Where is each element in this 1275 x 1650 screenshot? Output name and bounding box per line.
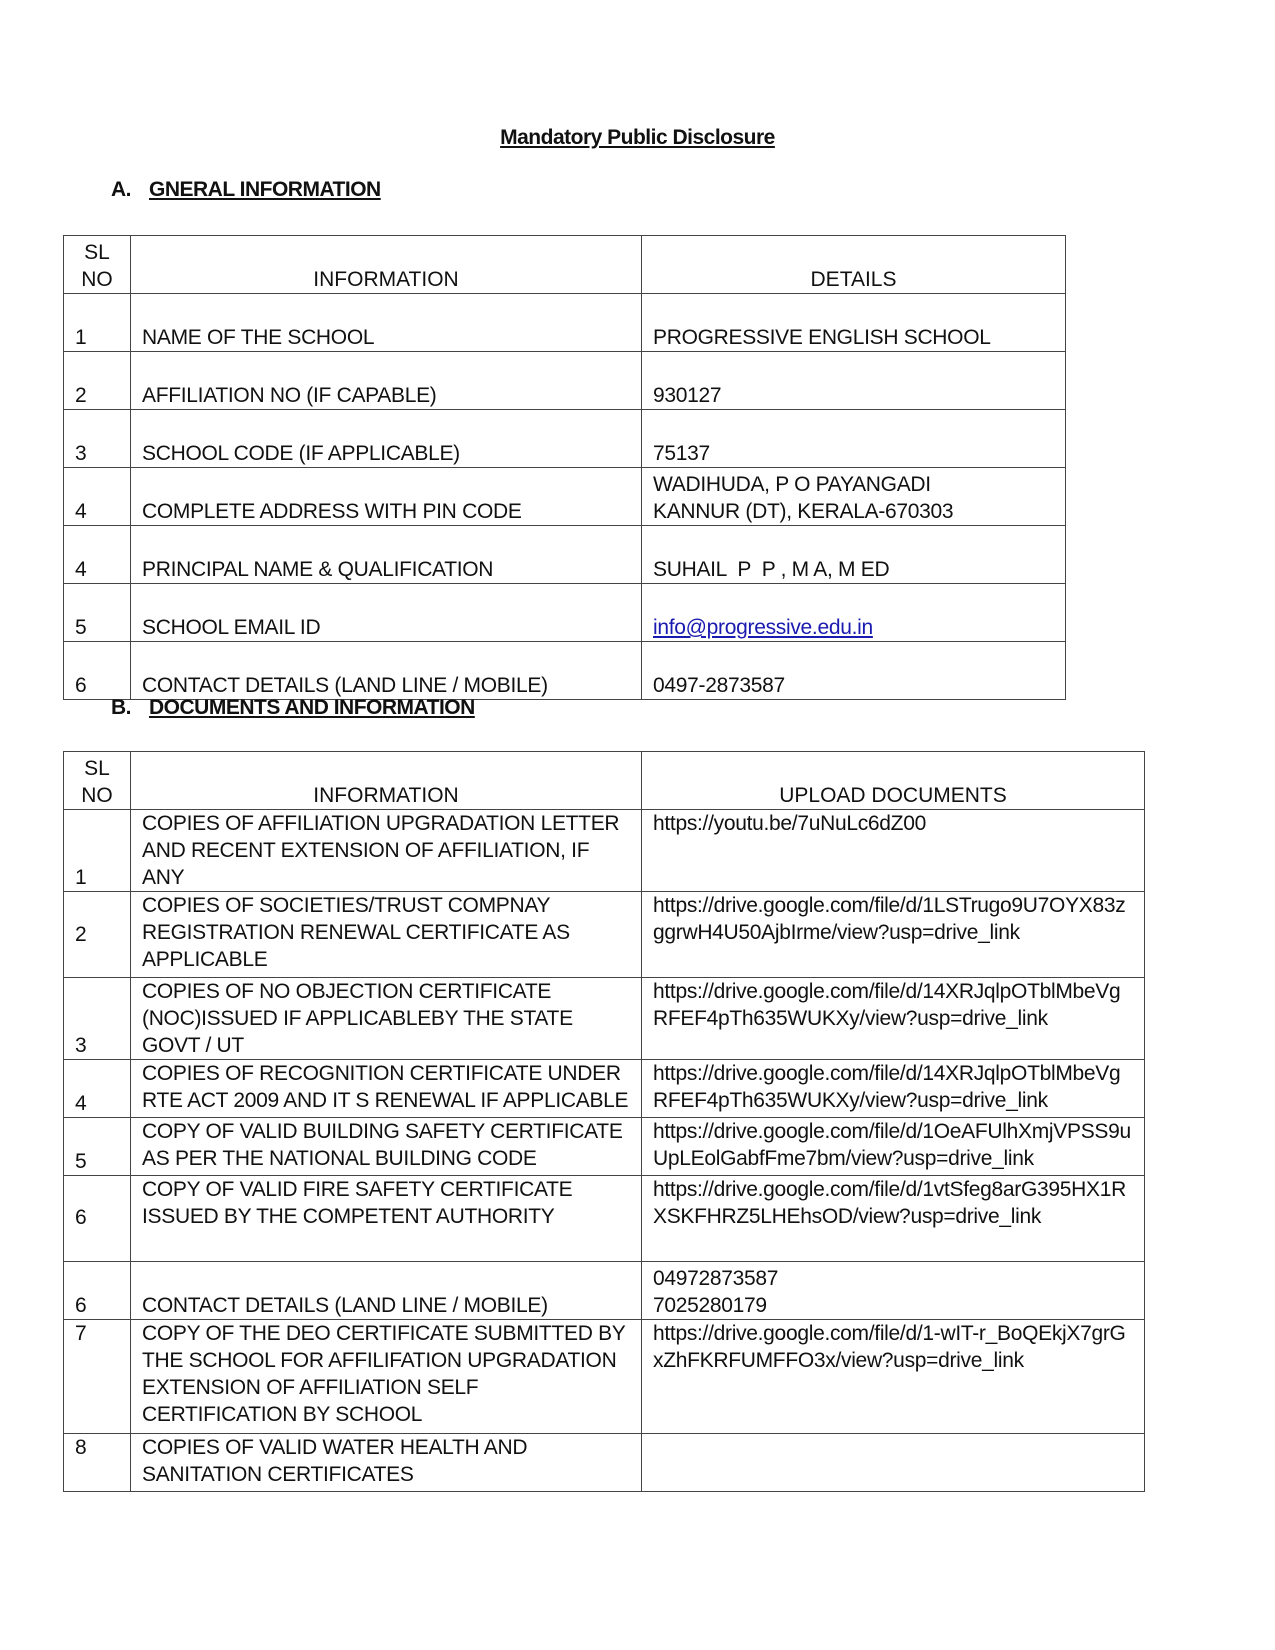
table-header-row (64, 752, 1145, 810)
section-a-heading (111, 178, 381, 202)
sl-no: 3 (64, 978, 131, 1060)
sl-no: 2 (64, 352, 131, 410)
table-row (64, 642, 1066, 700)
section-a-letter: A. (111, 178, 131, 201)
header-details: DETAILS (642, 236, 1066, 294)
sl-no: 7 (64, 1320, 131, 1434)
table-row (64, 410, 1066, 468)
table-row (64, 892, 1145, 978)
details-cell: 75137 (642, 410, 1066, 468)
sl-no: 4 (64, 468, 131, 526)
table-header-row (64, 236, 1066, 294)
section-a-title: GNERAL INFORMATION (149, 178, 381, 201)
info-cell: NAME OF THE SCHOOL (131, 294, 642, 352)
sl-no: 5 (64, 584, 131, 642)
info-cell: PRINCIPAL NAME & QUALIFICATION (131, 526, 642, 584)
info-cell: COPIES OF VALID WATER HEALTH AND SANITATION CERTIFICATES (131, 1434, 642, 1492)
table-row (64, 294, 1066, 352)
section-b-heading (111, 696, 475, 720)
info-cell: CONTACT DETAILS (LAND LINE / MOBILE) (131, 1262, 642, 1320)
info-cell: COPY OF VALID FIRE SAFETY CERTIFICATE ISSUED BY THE COMPETENT AUTHORITY (131, 1176, 642, 1262)
table-row (64, 352, 1066, 410)
school-email-link[interactable]: info@progressive.edu.in (653, 616, 873, 639)
sl-no: 3 (64, 410, 131, 468)
details-cell: 930127 (642, 352, 1066, 410)
table-row (64, 1262, 1145, 1320)
info-cell: SCHOOL EMAIL ID (131, 584, 642, 642)
table-row (64, 1434, 1145, 1492)
sl-no: 1 (64, 294, 131, 352)
table-row (64, 526, 1066, 584)
header-sl-no: SL NO (64, 752, 131, 810)
sl-no: 6 (64, 1262, 131, 1320)
details-cell: PROGRESSIVE ENGLISH SCHOOL (642, 294, 1066, 352)
contact-numbers: 04972873587 7025280179 (642, 1262, 1145, 1320)
upload-link[interactable] (642, 1434, 1145, 1492)
header-sl-no: SL NO (64, 236, 131, 294)
info-cell: COPY OF VALID BUILDING SAFETY CERTIFICATE AS PER THE NATIONAL BUILDING CODE (131, 1118, 642, 1176)
table-row (64, 1118, 1145, 1176)
section-b-letter: B. (111, 696, 131, 719)
details-cell: 0497-2873587 (642, 642, 1066, 700)
sl-no: 4 (64, 526, 131, 584)
sl-no: 8 (64, 1434, 131, 1492)
info-cell: COMPLETE ADDRESS WITH PIN CODE (131, 468, 642, 526)
table-row (64, 1320, 1145, 1434)
info-cell: COPIES OF AFFILIATION UPGRADATION LETTER AND RECENT EXTENSION OF AFFILIATION, IF ANY (131, 810, 642, 892)
section-b-title: DOCUMENTS AND INFORMATION (149, 696, 475, 719)
sl-no: 6 (64, 642, 131, 700)
header-information: INFORMATION (131, 236, 642, 294)
general-information-table (63, 235, 1066, 700)
upload-link[interactable]: https://drive.google.com/file/d/1-wIT-r_BoQEkjX7grGxZhFKRFUMFFO3x/view?usp=drive_link (642, 1320, 1145, 1434)
sl-no: 6 (64, 1176, 131, 1262)
upload-link[interactable]: https://drive.google.com/file/d/1OeAFUlhXmjVPSS9uUpLEolGabfFme7bm/view?usp=drive_link (642, 1118, 1145, 1176)
info-cell: COPIES OF RECOGNITION CERTIFICATE UNDER RTE ACT 2009 AND IT S RENEWAL IF APPLICABLE (131, 1060, 642, 1118)
details-cell (642, 584, 1066, 642)
sl-no: 2 (64, 892, 131, 978)
page-title: Mandatory Public Disclosure (500, 126, 775, 149)
upload-link[interactable]: https://drive.google.com/file/d/14XRJqlpOTblMbeVgRFEF4pTh635WUKXy/view?usp=drive_link (642, 978, 1145, 1060)
table-row (64, 978, 1145, 1060)
documents-table (63, 751, 1145, 1492)
table-row (64, 810, 1145, 892)
sl-no: 5 (64, 1118, 131, 1176)
info-cell: COPIES OF SOCIETIES/TRUST COMPNAY REGISTRATION RENEWAL CERTIFICATE AS APPLICABLE (131, 892, 642, 978)
sl-no: 4 (64, 1060, 131, 1118)
table-row (64, 468, 1066, 526)
details-cell: WADIHUDA, P O PAYANGADI KANNUR (DT), KERALA-670303 (642, 468, 1066, 526)
upload-link[interactable]: https://drive.google.com/file/d/14XRJqlpOTblMbeVgRFEF4pTh635WUKXy/view?usp=drive_link (642, 1060, 1145, 1118)
info-cell: SCHOOL CODE (IF APPLICABLE) (131, 410, 642, 468)
upload-link[interactable]: https://drive.google.com/file/d/1vtSfeg8arG395HX1RXSKFHRZ5LHEhsOD/view?usp=drive_link (642, 1176, 1145, 1262)
info-cell: CONTACT DETAILS (LAND LINE / MOBILE) (131, 642, 642, 700)
header-upload-documents: UPLOAD DOCUMENTS (642, 752, 1145, 810)
table-row (64, 1060, 1145, 1118)
header-information: INFORMATION (131, 752, 642, 810)
upload-link[interactable]: https://drive.google.com/file/d/1LSTrugo9U7OYX83zggrwH4U50AjbIrme/view?usp=drive_link (642, 892, 1145, 978)
upload-link[interactable]: https://youtu.be/7uNuLc6dZ00 (642, 810, 1145, 892)
info-cell: COPIES OF NO OBJECTION CERTIFICATE (NOC)ISSUED IF APPLICABLEBY THE STATE GOVT / UT (131, 978, 642, 1060)
info-cell: AFFILIATION NO (IF CAPABLE) (131, 352, 642, 410)
table-row (64, 584, 1066, 642)
sl-no: 1 (64, 810, 131, 892)
table-row (64, 1176, 1145, 1262)
details-cell: SUHAIL P P , M A, M ED (642, 526, 1066, 584)
info-cell: COPY OF THE DEO CERTIFICATE SUBMITTED BY THE SCHOOL FOR AFFILIFATION UPGRADATION EXTENSION OF AFFILIATION SELF CERTIFICATION BY SCHOOL (131, 1320, 642, 1434)
